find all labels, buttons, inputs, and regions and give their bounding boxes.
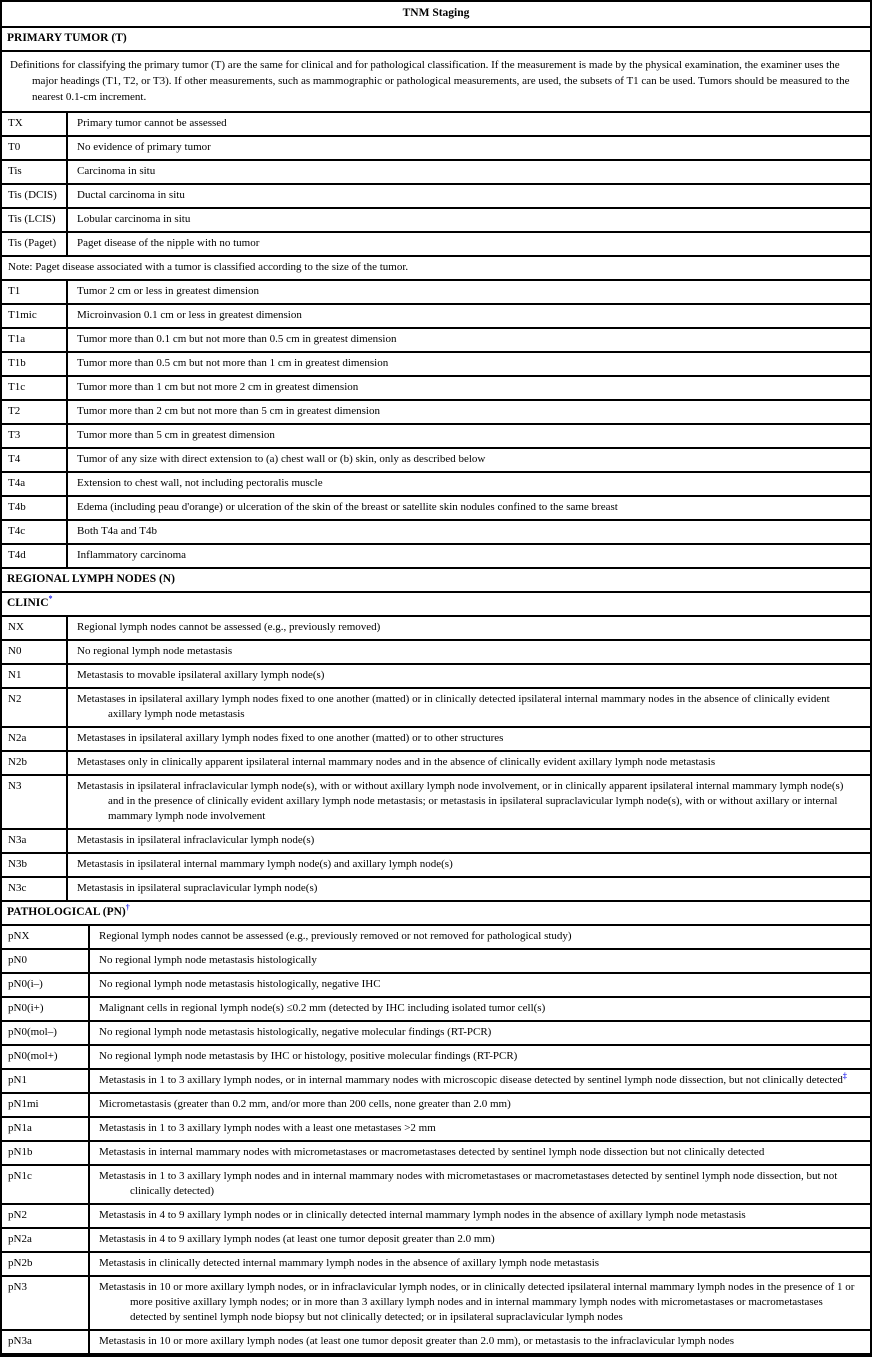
table-row	[2, 137, 870, 161]
row-description	[68, 209, 870, 231]
table-row	[2, 974, 870, 998]
table-row	[2, 1022, 870, 1046]
row-label: pN1b	[2, 1142, 90, 1164]
table-title: TNM Staging	[2, 2, 870, 28]
section-text: REGIONAL LYMPH NODES (N)	[7, 573, 175, 585]
row-label: pN0(mol–)	[2, 1022, 90, 1044]
row-label: pN2	[2, 1205, 90, 1227]
row-description	[68, 728, 870, 750]
row-text: Lobular carcinoma in situ	[77, 213, 191, 225]
table-row	[2, 497, 870, 521]
table-row	[2, 1070, 870, 1094]
table-row	[2, 473, 870, 497]
row-text: No regional lymph node metastasis histologically	[99, 954, 317, 966]
row-text: Metastases only in clinically apparent ipsilateral internal mammary nodes and in the absence of clinically evident axillary lymph node metastasis	[77, 756, 716, 768]
row-text: Paget disease of the nipple with no tumor	[77, 237, 260, 249]
table-row	[2, 1331, 870, 1355]
row-label: Tis (Paget)	[2, 233, 68, 255]
row-label: N2a	[2, 728, 68, 750]
row-description	[90, 1094, 870, 1116]
row-description	[68, 752, 870, 774]
row-label: Tis	[2, 161, 68, 183]
row-text: Malignant cells in regional lymph node(s) ≤0.2 mm (detected by IHC including isolated tumor cell(s)	[99, 1002, 546, 1014]
table-row	[2, 1229, 870, 1253]
row-text: Metastases in ipsilateral axillary lymph nodes fixed to one another (matted) or to other structures	[77, 732, 504, 744]
row-description	[68, 377, 870, 399]
para-row	[2, 52, 870, 113]
row-label: pNX	[2, 926, 90, 948]
row-description	[90, 998, 870, 1020]
table-row	[2, 752, 870, 776]
row-description	[68, 185, 870, 207]
row-label: T2	[2, 401, 68, 423]
row-label: T4c	[2, 521, 68, 543]
row-description	[90, 926, 870, 948]
row-label: pN0(i–)	[2, 974, 90, 996]
row-text: Inflammatory carcinoma	[77, 549, 187, 561]
row-text: Primary tumor cannot be assessed	[77, 117, 227, 129]
row-text: Metastasis in 1 to 3 axillary lymph nodes with a least one metastases >2 mm	[99, 1122, 436, 1134]
row-text: No regional lymph node metastasis by IHC or histology, positive molecular findings (RT-PCR)	[99, 1050, 518, 1062]
row-label: N2	[2, 689, 68, 726]
row-description	[68, 353, 870, 375]
table-row	[2, 377, 870, 401]
row-description	[68, 281, 870, 303]
row-text: Metastasis in ipsilateral infraclavicular lymph node(s)	[77, 834, 315, 846]
row-description	[68, 854, 870, 876]
table-row	[2, 1253, 870, 1277]
section-text: PRIMARY TUMOR (T)	[7, 32, 127, 44]
table-row	[2, 1166, 870, 1205]
row-label: Tis (DCIS)	[2, 185, 68, 207]
row-text: Tumor more than 1 cm but not more 2 cm in greatest dimension	[77, 381, 359, 393]
row-label: T4b	[2, 497, 68, 519]
row-description	[68, 161, 870, 183]
row-text: No regional lymph node metastasis	[77, 645, 233, 657]
section-text: PATHOLOGICAL (PN)	[7, 906, 126, 918]
row-description	[68, 521, 870, 543]
row-text: Metastasis to movable ipsilateral axillary lymph node(s)	[77, 669, 325, 681]
note-text: Note: Paget disease associated with a tumor is classified according to the size of the tumor.	[8, 261, 409, 273]
row-label: N3c	[2, 878, 68, 900]
row-label: N3	[2, 776, 68, 828]
row-label: pN0(mol+)	[2, 1046, 90, 1068]
row-description	[68, 830, 870, 852]
table-row	[2, 830, 870, 854]
table-row	[2, 950, 870, 974]
row-label: pN0(i+)	[2, 998, 90, 1020]
row-description	[90, 1166, 870, 1203]
row-text: Metastasis in ipsilateral infraclavicular lymph node(s), with or without axillary lymph node involvement, or in clinically apparent ipsilateral internal mammary lymph node(s) and in the presence of clinically evident axillary lymph node metastasis; or metastasis in ipsilateral supraclavicular lymph node(s), with or without axillary or internal mammary lymph node involvement	[77, 780, 844, 822]
row-label: pN1mi	[2, 1094, 90, 1116]
table-row	[2, 401, 870, 425]
row-description	[68, 137, 870, 159]
footnote-marker: †	[125, 903, 130, 913]
row-label: pN3a	[2, 1331, 90, 1353]
row-label: N3a	[2, 830, 68, 852]
row-text: No regional lymph node metastasis histologically, negative IHC	[99, 978, 381, 990]
row-label: T3	[2, 425, 68, 447]
table-row	[2, 617, 870, 641]
row-label: N0	[2, 641, 68, 663]
row-label: TX	[2, 113, 68, 135]
table-row	[2, 329, 870, 353]
table-row	[2, 209, 870, 233]
row-description	[90, 950, 870, 972]
table-row	[2, 1094, 870, 1118]
row-description	[68, 878, 870, 900]
row-description	[68, 689, 870, 726]
row-description	[68, 401, 870, 423]
row-text: Microinvasion 0.1 cm or less in greatest dimension	[77, 309, 302, 321]
row-description	[90, 1277, 870, 1329]
row-label: T0	[2, 137, 68, 159]
table-row	[2, 926, 870, 950]
row-description	[68, 329, 870, 351]
row-description	[90, 1118, 870, 1140]
row-description	[68, 305, 870, 327]
row-label: T4	[2, 449, 68, 471]
row-text: Metastasis in ipsilateral internal mammary lymph node(s) and axillary lymph node(s)	[77, 858, 453, 870]
row-text: Both T4a and T4b	[77, 525, 157, 537]
row-description	[90, 1022, 870, 1044]
table-row	[2, 1142, 870, 1166]
table-row	[2, 665, 870, 689]
row-description	[68, 425, 870, 447]
row-text: Tumor more than 2 cm but not more than 5 cm in greatest dimension	[77, 405, 380, 417]
row-text: Tumor more than 0.1 cm but not more than 0.5 cm in greatest dimension	[77, 333, 397, 345]
footnote-marker: *	[48, 594, 53, 604]
row-text: Tumor more than 0.5 cm but not more than 1 cm in greatest dimension	[77, 357, 389, 369]
row-text: Tumor 2 cm or less in greatest dimension	[77, 285, 259, 297]
row-label: pN1a	[2, 1118, 90, 1140]
row-text: Metastases in ipsilateral axillary lymph nodes fixed to one another (matted) or in clinically detected ipsilateral internal mammary nodes in the absence of clinically evident axillary lymph node metastasis	[77, 693, 830, 720]
row-label: pN3	[2, 1277, 90, 1329]
row-text: Edema (including peau d'orange) or ulceration of the skin of the breast or satellite skin nodules confined to the same breast	[77, 501, 618, 513]
row-label: pN0	[2, 950, 90, 972]
row-label: N3b	[2, 854, 68, 876]
row-label: Tis (LCIS)	[2, 209, 68, 231]
row-text: Metastasis in 1 to 3 axillary lymph nodes and in internal mammary nodes with micrometastases or macrometastases detected by sentinel lymph node dissection, but not clinically detected)	[99, 1170, 838, 1197]
row-text: Ductal carcinoma in situ	[77, 189, 185, 201]
row-text: No regional lymph node metastasis histologically, negative molecular findings (RT-PCR)	[99, 1026, 492, 1038]
row-description	[90, 1142, 870, 1164]
table-row	[2, 776, 870, 830]
row-label: T1b	[2, 353, 68, 375]
table-row	[2, 689, 870, 728]
row-text: Metastasis in 10 or more axillary lymph nodes, or in infraclavicular lymph nodes, or in clinically detected ipsilateral internal mammary lymph nodes in the presence of 1 or more positive axillary lymph nodes; or in more than 3 axillary lymph nodes and in internal mammary lymph nodes with micrometastases or macrometastases detected by sentinel lymph node biopsy but not clinically detected; or in ipsilateral supraclavicular lymph nodes	[99, 1281, 855, 1323]
table-row	[2, 185, 870, 209]
table-row	[2, 353, 870, 377]
table-row	[2, 854, 870, 878]
row-description	[90, 974, 870, 996]
footnote-marker: ‡	[842, 1071, 847, 1081]
table-row	[2, 161, 870, 185]
row-description	[68, 617, 870, 639]
table-row	[2, 1277, 870, 1331]
row-label: N2b	[2, 752, 68, 774]
row-label: pN1	[2, 1070, 90, 1092]
row-label: pN2a	[2, 1229, 90, 1251]
row-description	[68, 641, 870, 663]
table-row	[2, 425, 870, 449]
table-row	[2, 113, 870, 137]
row-description	[68, 449, 870, 471]
section-text: CLINIC	[7, 597, 49, 609]
row-text: Carcinoma in situ	[77, 165, 156, 177]
table-row	[2, 878, 870, 902]
section-header-row	[2, 569, 870, 593]
note-row	[2, 257, 870, 281]
table-row	[2, 281, 870, 305]
row-description	[90, 1070, 870, 1092]
row-description	[90, 1253, 870, 1275]
table-row	[2, 641, 870, 665]
table-row	[2, 545, 870, 569]
row-label: pN1c	[2, 1166, 90, 1203]
table-row	[2, 998, 870, 1022]
row-label: T4d	[2, 545, 68, 567]
row-label: T1mic	[2, 305, 68, 327]
row-description	[90, 1229, 870, 1251]
row-label: N1	[2, 665, 68, 687]
row-text: Tumor more than 5 cm in greatest dimension	[77, 429, 275, 441]
row-text: Metastasis in 4 to 9 axillary lymph nodes (at least one tumor deposit greater than 2.0 mm)	[99, 1233, 495, 1245]
row-description	[68, 233, 870, 255]
table-row	[2, 1046, 870, 1070]
row-description	[90, 1205, 870, 1227]
table-row	[2, 1118, 870, 1142]
row-text: Regional lymph nodes cannot be assessed (e.g., previously removed or not removed for pathological study)	[99, 930, 572, 942]
row-label: T1	[2, 281, 68, 303]
row-label: NX	[2, 617, 68, 639]
row-text: Micrometastasis (greater than 0.2 mm, and/or more than 200 cells, none greater than 2.0 mm)	[99, 1098, 511, 1110]
section-header-row	[2, 902, 870, 926]
row-description	[68, 545, 870, 567]
row-text: Metastasis in clinically detected internal mammary lymph nodes in the absence of axillary lymph node metastasis	[99, 1257, 600, 1269]
row-text: No evidence of primary tumor	[77, 141, 211, 153]
row-description	[68, 113, 870, 135]
section-header-row	[2, 593, 870, 617]
table-row	[2, 1205, 870, 1229]
table-body	[2, 28, 870, 1355]
row-text: Metastasis in 10 or more axillary lymph nodes (at least one tumor deposit greater than 2.0 mm), or metastasis to the infraclavicular lymph nodes	[99, 1335, 735, 1347]
row-label: T1c	[2, 377, 68, 399]
row-text: Extension to chest wall, not including pectoralis muscle	[77, 477, 323, 489]
section-header-row	[2, 28, 870, 52]
row-text: Metastasis in internal mammary nodes with micrometastases or macrometastases detected by sentinel lymph node dissection but not clinically detected	[99, 1146, 765, 1158]
row-description	[68, 497, 870, 519]
row-text: Metastasis in 4 to 9 axillary lymph nodes or in clinically detected internal mammary lymph nodes in the absence of axillary lymph node metastasis	[99, 1209, 746, 1221]
row-label: T1a	[2, 329, 68, 351]
table-row	[2, 305, 870, 329]
row-text: Metastasis in ipsilateral supraclavicular lymph node(s)	[77, 882, 318, 894]
row-text: Tumor of any size with direct extension to (a) chest wall or (b) skin, only as described below	[77, 453, 486, 465]
row-label: pN2b	[2, 1253, 90, 1275]
row-description	[68, 776, 870, 828]
table-row	[2, 449, 870, 473]
row-description	[90, 1331, 870, 1353]
row-text: Regional lymph nodes cannot be assessed (e.g., previously removed)	[77, 621, 381, 633]
para-text: Definitions for classifying the primary tumor (T) are the same for clinical and for pathological classification. If the measurement is made by the physical examination, the examiner uses the major headings (T1, T2, or T3). If other measurements, such as mammographic or pathological measurements, are used, the subsets of T1 can be used. Tumors should be measured to the nearest 0.1-cm increment.	[10, 59, 850, 103]
table-row	[2, 728, 870, 752]
table-row	[2, 233, 870, 257]
row-description	[90, 1046, 870, 1068]
row-description	[68, 665, 870, 687]
row-label: T4a	[2, 473, 68, 495]
row-description	[68, 473, 870, 495]
table-row	[2, 521, 870, 545]
row-text: Metastasis in 1 to 3 axillary lymph nodes, or in internal mammary nodes with microscopic disease detected by sentinel lymph node dissection, but not clinically detected	[99, 1074, 843, 1086]
